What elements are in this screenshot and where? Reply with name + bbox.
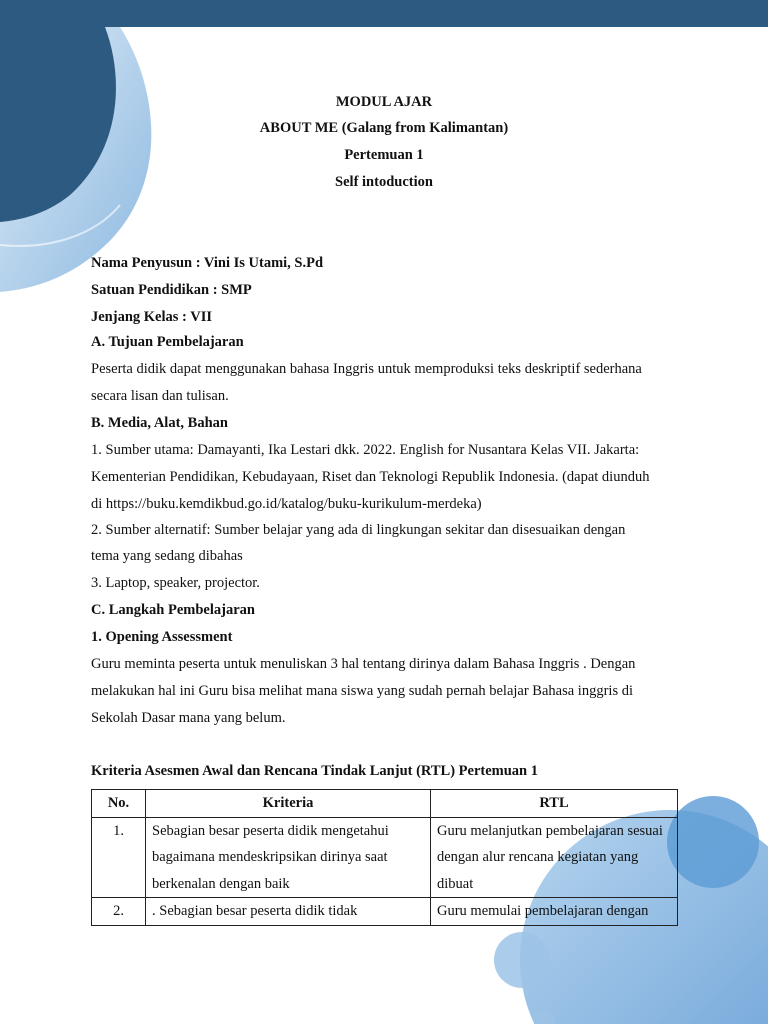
row-rtl xyxy=(431,898,678,926)
section-b-text: Kementerian Pendidikan, Kebudayaan, Riset dan Teknologi Republik Indonesia. (dapat diunduh xyxy=(91,469,650,485)
section-b-heading: B. Media, Alat, Bahan xyxy=(91,415,228,431)
table-row xyxy=(92,817,678,898)
cell-text: Sebagian besar peserta didik mengetahui xyxy=(152,822,389,839)
doc-meeting: Pertemuan 1 xyxy=(344,147,424,163)
table-caption: Kriteria Asesmen Awal dan Rencana Tindak Lanjut (RTL) Pertemuan 1 xyxy=(91,763,539,779)
table-header-row xyxy=(92,790,678,818)
cell-text: berkenalan dengan baik xyxy=(152,875,290,892)
cell-text: bagaimana mendeskripsikan dirinya saat xyxy=(152,849,388,865)
grade-line: Jenjang Kelas : VII xyxy=(91,309,212,325)
cell-text: Guru melanjutkan pembelajaran sesuai xyxy=(437,822,663,839)
row-number: 1. xyxy=(92,817,146,898)
row-kriteria xyxy=(146,817,431,898)
section-a-text: Peserta didik dapat menggunakan bahasa Inggris untuk memproduksi teks deskriptif sederhana xyxy=(91,361,642,377)
section-c-sub-heading: 1. Opening Assessment xyxy=(91,629,233,645)
doc-title: MODUL AJAR xyxy=(335,94,433,110)
section-c-text: Sekolah Dasar mana yang belum. xyxy=(91,710,286,726)
cell-text: dibuat xyxy=(437,875,474,892)
section-b-text: 3. Laptop, speaker, projector. xyxy=(91,575,260,591)
doc-subtitle: ABOUT ME (Galang from Kalimantan) xyxy=(259,120,509,136)
header-no: No. xyxy=(92,790,146,818)
cell-text: Guru memulai pembelajaran dengan xyxy=(437,903,649,919)
header-rtl: RTL xyxy=(431,790,678,818)
section-b-link[interactable]: di https://buku.kemdikbud.go.id/katalog/buku-kurikulum-merdeka) xyxy=(91,496,482,512)
criteria-table xyxy=(91,789,678,926)
section-b-text: 2. Sumber alternatif: Sumber belajar yang ada di lingkungan sekitar dan disesuaikan dengan xyxy=(91,522,626,538)
section-a-heading: A. Tujuan Pembelajaran xyxy=(91,334,244,350)
section-c-text: Guru meminta peserta untuk menuliskan 3 hal tentang dirinya dalam Bahasa Inggris . Dengan xyxy=(91,656,636,672)
section-c-text: melakukan hal ini Guru bisa melihat mana siswa yang sudah pernah belajar Bahasa inggris di xyxy=(91,683,633,699)
table-row xyxy=(92,898,678,926)
section-c-heading: C. Langkah Pembelajaran xyxy=(91,602,255,618)
section-b-text: 1. Sumber utama: Damayanti, Ika Lestari dkk. 2022. English for Nusantara Kelas VII. Jakarta: xyxy=(91,442,640,458)
doc-topic: Self intoduction xyxy=(335,174,433,190)
school-line: Satuan Pendidikan : SMP xyxy=(91,282,252,298)
header-kriteria: Kriteria xyxy=(146,790,431,818)
section-a-text: secara lisan dan tulisan. xyxy=(91,388,229,404)
row-kriteria xyxy=(146,898,431,926)
author-line: Nama Penyusun : Vini Is Utami, S.Pd xyxy=(91,255,324,271)
cell-text: . Sebagian besar peserta didik tidak xyxy=(152,903,358,919)
section-b-text: tema yang sedang dibahas xyxy=(91,548,243,564)
cell-text: dengan alur rencana kegiatan yang xyxy=(437,849,639,865)
row-rtl xyxy=(431,817,678,898)
row-number: 2. xyxy=(92,898,146,926)
